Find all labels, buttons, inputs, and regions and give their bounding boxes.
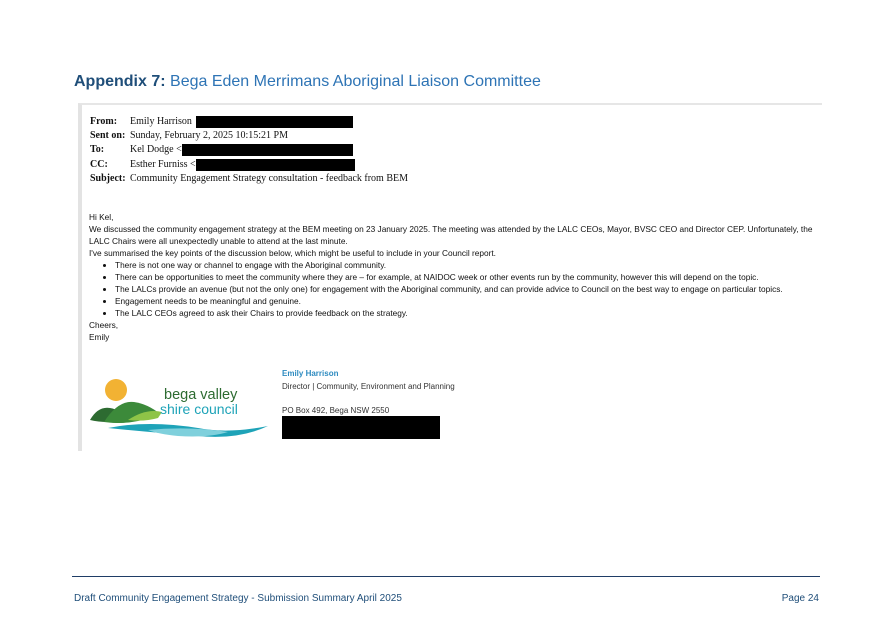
to-row (90, 143, 408, 157)
appendix-label: Appendix 7: (74, 73, 166, 90)
redaction-block (196, 159, 355, 171)
cc-label: CC: (90, 158, 108, 170)
signature-name: Emily Harrison (282, 369, 339, 378)
appendix-heading (74, 73, 541, 91)
list-item: • Engagement needs to be meaningful and genuine. (115, 295, 819, 307)
sent-value: Sunday, February 2, 2025 10:15:21 PM (130, 130, 288, 142)
signature-address: PO Box 492, Bega NSW 2550 (282, 406, 390, 415)
redaction-block (282, 416, 440, 439)
subject-value: Community Engagement Strategy consultation - feedback from BEM (130, 172, 408, 184)
footer-divider (72, 576, 820, 577)
logo-line-2: shire council (160, 401, 238, 417)
cc-row (90, 158, 408, 172)
subject-label: Subject: (90, 172, 126, 184)
page-number: Page 24 (781, 593, 819, 604)
from-value: Emily Harrison (130, 116, 192, 127)
signoff: Cheers, (89, 320, 119, 330)
from-label: From: (90, 116, 118, 127)
signature-title: Director | Community, Environment and Planning (282, 381, 455, 391)
key-points-list (89, 259, 819, 319)
list-item: • There is not one way or channel to engage with the Aboriginal community. (115, 259, 819, 271)
list-item: • There can be opportunities to meet the community where they are – for example, at NAIDOC week or other events run by the community, however this will depend on the topic. (115, 271, 819, 283)
email-header (90, 115, 408, 186)
logo-line-1: bega valley (164, 387, 238, 403)
paragraph-2: I've summarised the key points of the discussion below, which might be useful to include in your Council report. (89, 248, 496, 258)
signoff-name: Emily (89, 332, 110, 342)
cc-value: Esther Furniss < (130, 158, 196, 170)
sent-label: Sent on: (90, 130, 126, 142)
email-body (89, 211, 819, 343)
paragraph-1: We discussed the community engagement strategy at the BEM meeting on 23 January 2025. The meeting was attended by the LALC CEOs, Mayor, BVSC CEO and Director CEP. Unfortunately, the LALC Chairs were all unexpectedly unable to attend at the last minute. (89, 224, 813, 246)
list-item: • The LALC CEOs agreed to ask their Chairs to provide feedback on the strategy. (115, 307, 819, 319)
redaction-block (196, 116, 353, 128)
logo-sun-shape (105, 379, 127, 401)
appendix-title: Bega Eden Merrimans Aboriginal Liaison Committee (170, 73, 541, 90)
greeting: Hi Kel, (89, 212, 114, 222)
footer-document-title: Draft Community Engagement Strategy - Submission Summary April 2025 (74, 593, 402, 604)
subject-row (90, 172, 408, 186)
to-label: To: (90, 144, 105, 156)
from-row (90, 115, 408, 129)
email-signature (282, 368, 455, 418)
to-value: Kel Dodge < (130, 144, 182, 156)
list-item: • The LALCs provide an avenue (but not the only one) for engagement with the Aboriginal community, and can provide advice to Council on the best way to engage on particular topics. (115, 283, 819, 295)
sent-row (90, 129, 408, 143)
redaction-block (182, 144, 353, 156)
